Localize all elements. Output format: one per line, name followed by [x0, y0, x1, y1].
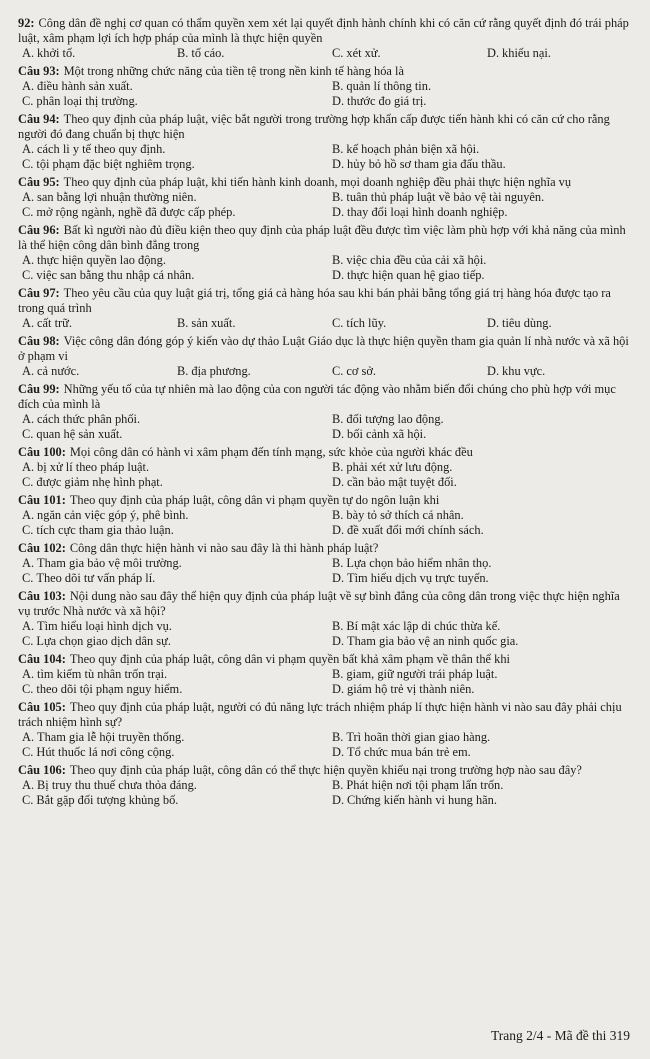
answer-option	[332, 79, 634, 94]
option-text: thay đổi loại hình doanh nghiệp.	[347, 205, 508, 219]
answer-option	[332, 475, 634, 490]
answer-option	[332, 508, 634, 523]
option-letter: D.	[332, 571, 345, 585]
option-letter: A.	[22, 778, 35, 792]
option-text: cả nước.	[37, 364, 80, 378]
option-letter: A.	[22, 253, 35, 267]
question-text: Việc công dân đóng góp ý kiến vào dự thảo Luật Giáo dục là thực hiện quyền tham gia quản lí nhà nước và xã hội ở phạm vi	[18, 334, 629, 363]
question-number: Câu 102:	[18, 541, 66, 555]
answer-option	[332, 745, 634, 760]
option-letter: C.	[22, 745, 34, 759]
option-letter: B.	[177, 364, 189, 378]
question-text: Những yếu tố của tự nhiên mà lao động của con người tác động vào nhằm biến đổi chúng cho phù hợp với mục đích của mình là	[18, 382, 616, 411]
answer-options	[18, 79, 634, 109]
option-text: cất trữ.	[37, 316, 72, 330]
answer-option	[22, 730, 324, 745]
option-letter: D.	[332, 793, 345, 807]
option-text: cách li y tế theo quy định.	[37, 142, 166, 156]
option-text: quản lí thông tin.	[346, 79, 432, 93]
option-text: thước đo giá trị.	[347, 94, 427, 108]
question-item	[18, 175, 634, 220]
question-item	[18, 64, 634, 109]
option-text: phân loại thị trường.	[36, 94, 138, 108]
option-letter: B.	[332, 619, 344, 633]
option-text: thực hiện quan hệ giao tiếp.	[347, 268, 485, 282]
question-stem	[18, 652, 634, 667]
answer-option	[332, 571, 634, 586]
question-text: Theo quy định của pháp luật, người có đủ năng lực trách nhiệm pháp lí thực hiện hành vi nào sau đây phải chịu trách nhiệm hình sự?	[18, 700, 622, 729]
question-item	[18, 700, 634, 760]
question-text: Theo quy định của pháp luật, việc bắt người trong trường hợp khẩn cấp được tiến hành khi có căn cứ cho rằng người đó đang chuẩn bị thực hiện	[18, 112, 610, 141]
option-text: mở rộng ngành, nghề đã được cấp phép.	[36, 205, 236, 219]
question-text: Theo quy định của pháp luật, công dân vi phạm quyền bất khả xâm phạm về thân thể khi	[69, 652, 510, 666]
option-letter: B.	[332, 778, 344, 792]
option-text: giam, giữ người trái pháp luật.	[346, 667, 498, 681]
question-number: Câu 97:	[18, 286, 60, 300]
option-text: Chứng kiến hành vi hung hãn.	[347, 793, 497, 807]
option-text: việc san bằng thu nhập cá nhân.	[36, 268, 195, 282]
answer-option	[22, 268, 324, 283]
answer-option	[332, 46, 479, 61]
option-text: khởi tố.	[37, 46, 76, 60]
question-item	[18, 286, 634, 331]
option-text: bối cảnh xã hội.	[347, 427, 427, 441]
question-text: Nội dung nào sau đây thể hiện quy định của pháp luật về sự bình đẳng của công dân trong việc thực hiện nghĩa vụ trước Nhà nước và xã hội?	[18, 589, 620, 618]
question-stem	[18, 223, 634, 253]
option-letter: B.	[332, 253, 344, 267]
option-text: ngăn cản việc góp ý, phê bình.	[37, 508, 189, 522]
answer-option	[332, 634, 634, 649]
option-letter: B.	[332, 556, 344, 570]
option-text: quan hệ sản xuất.	[36, 427, 123, 441]
answer-option	[22, 412, 324, 427]
option-text: Tổ chức mua bán trẻ em.	[347, 745, 471, 759]
option-text: tích cực tham gia thảo luận.	[36, 523, 174, 537]
question-stem	[18, 16, 634, 46]
question-text: Một trong những chức năng của tiền tệ trong nền kinh tế hàng hóa là	[63, 64, 404, 78]
answer-option	[332, 142, 634, 157]
question-stem	[18, 445, 634, 460]
option-text: bày tỏ sở thích cá nhân.	[346, 508, 464, 522]
option-letter: B.	[332, 142, 344, 156]
answer-option	[22, 634, 324, 649]
answer-option	[332, 190, 634, 205]
answer-options	[18, 619, 634, 649]
answer-options	[18, 730, 634, 760]
option-letter: C.	[332, 316, 344, 330]
option-letter: D.	[332, 157, 345, 171]
answer-option	[22, 667, 324, 682]
option-letter: B.	[332, 508, 344, 522]
answer-option	[22, 508, 324, 523]
option-letter: D.	[332, 268, 345, 282]
answer-option	[22, 94, 324, 109]
option-letter: D.	[487, 316, 500, 330]
option-text: Bí mật xác lập di chúc thừa kế.	[346, 619, 501, 633]
answer-option	[332, 94, 634, 109]
answer-option	[332, 412, 634, 427]
answer-option	[22, 316, 169, 331]
option-letter: B.	[332, 667, 344, 681]
option-letter: A.	[22, 79, 35, 93]
option-letter: C.	[22, 682, 34, 696]
option-letter: B.	[332, 79, 344, 93]
answer-option	[22, 556, 324, 571]
option-text: đối tượng lao động.	[346, 412, 444, 426]
answer-option	[487, 364, 634, 379]
question-number: Câu 105:	[18, 700, 66, 714]
answer-options	[18, 46, 634, 61]
option-letter: D.	[332, 205, 345, 219]
option-letter: B.	[332, 412, 344, 426]
answer-option	[22, 778, 324, 793]
answer-options	[18, 190, 634, 220]
option-text: khiếu nại.	[502, 46, 551, 60]
option-letter: B.	[177, 316, 189, 330]
option-text: Trì hoãn thời gian giao hàng.	[346, 730, 491, 744]
answer-option	[332, 556, 634, 571]
question-number: Câu 100:	[18, 445, 66, 459]
question-number: Câu 104:	[18, 652, 66, 666]
option-text: địa phương.	[191, 364, 251, 378]
option-text: sản xuất.	[191, 316, 236, 330]
option-letter: A.	[22, 316, 35, 330]
question-stem	[18, 175, 634, 190]
option-text: bị xử lí theo pháp luật.	[37, 460, 150, 474]
answer-option	[332, 682, 634, 697]
question-list	[18, 16, 634, 808]
option-text: Tham gia lễ hội truyền thống.	[37, 730, 185, 744]
question-text: Theo yêu cầu của quy luật giá trị, tổng giá cả hàng hóa sau khi bán phải bằng tổng giá trị hàng hóa được tạo ra trong quá trình	[18, 286, 611, 315]
option-text: khu vực.	[502, 364, 546, 378]
answer-option	[22, 79, 324, 94]
option-letter: D.	[332, 94, 345, 108]
option-text: xét xử.	[346, 46, 381, 60]
option-letter: A.	[22, 556, 35, 570]
answer-option	[22, 571, 324, 586]
option-letter: C.	[22, 793, 34, 807]
answer-option	[332, 793, 634, 808]
option-letter: B.	[177, 46, 189, 60]
question-number: Câu 95:	[18, 175, 60, 189]
option-letter: C.	[22, 94, 34, 108]
option-text: được giảm nhẹ hình phạt.	[36, 475, 163, 489]
question-item	[18, 445, 634, 490]
answer-options	[18, 556, 634, 586]
answer-option	[22, 619, 324, 634]
answer-option	[332, 157, 634, 172]
question-number: Câu 99:	[18, 382, 60, 396]
answer-option	[22, 460, 324, 475]
question-text: Theo quy định của pháp luật, công dân vi phạm quyền tự do ngôn luận khi	[69, 493, 440, 507]
option-letter: A.	[22, 412, 35, 426]
answer-option	[22, 46, 169, 61]
question-stem	[18, 589, 634, 619]
option-text: theo dõi tội phạm nguy hiểm.	[36, 682, 183, 696]
option-letter: C.	[22, 475, 34, 489]
option-text: san bằng lợi nhuận thường niên.	[37, 190, 197, 204]
answer-option	[22, 157, 324, 172]
question-item	[18, 112, 634, 172]
option-letter: D.	[332, 745, 345, 759]
question-text: Theo quy định của pháp luật, khi tiến hành kinh doanh, mọi doanh nghiệp đều phải thực hiện nghĩa vụ	[63, 175, 572, 189]
option-letter: D.	[332, 682, 345, 696]
option-text: tội phạm đặc biệt nghiêm trọng.	[36, 157, 195, 171]
answer-options	[18, 364, 634, 379]
question-item	[18, 493, 634, 538]
option-letter: C.	[22, 427, 34, 441]
question-item	[18, 334, 634, 379]
option-letter: A.	[22, 46, 35, 60]
option-letter: A.	[22, 730, 35, 744]
question-item	[18, 541, 634, 586]
option-letter: B.	[332, 730, 344, 744]
answer-option	[22, 205, 324, 220]
question-number: 92:	[18, 16, 35, 30]
question-stem	[18, 334, 634, 364]
question-stem	[18, 763, 634, 778]
option-text: phải xét xử lưu động.	[346, 460, 453, 474]
answer-option	[487, 316, 634, 331]
option-text: giám hộ trẻ vị thành niên.	[347, 682, 475, 696]
answer-option	[332, 778, 634, 793]
page-footer: Trang 2/4 - Mã đề thi 319	[491, 1028, 630, 1043]
question-stem	[18, 541, 634, 556]
option-text: tuân thủ pháp luật về bảo vệ tài nguyên.	[346, 190, 545, 204]
question-item	[18, 382, 634, 442]
option-letter: D.	[332, 634, 345, 648]
question-number: Câu 93:	[18, 64, 60, 78]
option-text: Phát hiện nơi tội phạm lẩn trốn.	[346, 778, 504, 792]
option-letter: C.	[332, 364, 344, 378]
option-text: cần bảo mật tuyệt đối.	[347, 475, 457, 489]
answer-option	[22, 142, 324, 157]
option-text: Lựa chọn bảo hiểm nhân thọ.	[346, 556, 492, 570]
option-letter: A.	[22, 190, 35, 204]
answer-option	[332, 523, 634, 538]
question-item	[18, 652, 634, 697]
option-letter: D.	[332, 427, 345, 441]
option-text: tích lũy.	[346, 316, 387, 330]
answer-option	[22, 793, 324, 808]
answer-options	[18, 253, 634, 283]
answer-option	[332, 460, 634, 475]
answer-option	[487, 46, 634, 61]
option-text: Tham gia bảo vệ an ninh quốc gia.	[347, 634, 519, 648]
option-text: đề xuất đổi mới chính sách.	[347, 523, 484, 537]
question-number: Câu 96:	[18, 223, 60, 237]
question-number: Câu 106:	[18, 763, 66, 777]
question-text: Công dân thực hiện hành vi nào sau đây là thi hành pháp luật?	[69, 541, 379, 555]
option-text: việc chia đều của cải xã hội.	[346, 253, 487, 267]
option-text: Tìm hiểu dịch vụ trực tuyến.	[347, 571, 489, 585]
answer-option	[22, 427, 324, 442]
option-text: kế hoạch phản biện xã hội.	[346, 142, 480, 156]
question-stem	[18, 112, 634, 142]
answer-options	[18, 412, 634, 442]
option-letter: C.	[22, 205, 34, 219]
answer-option	[332, 253, 634, 268]
question-item	[18, 16, 634, 61]
answer-option	[332, 619, 634, 634]
option-letter: A.	[22, 619, 35, 633]
option-letter: C.	[332, 46, 344, 60]
answer-option	[332, 730, 634, 745]
answer-option	[332, 667, 634, 682]
question-text: Công dân đề nghị cơ quan có thẩm quyền xem xét lại quyết định hành chính khi có căn cứ rằng quyết định đó trái pháp luật, xâm phạm lợi ích hợp pháp của mình là thực hiện quyền	[18, 16, 629, 45]
answer-option	[332, 205, 634, 220]
answer-option	[332, 268, 634, 283]
option-text: Tham gia bảo vệ môi trường.	[37, 556, 182, 570]
option-letter: A.	[22, 460, 35, 474]
option-letter: A.	[22, 667, 35, 681]
option-text: điều hành sản xuất.	[37, 79, 133, 93]
answer-option	[22, 253, 324, 268]
option-text: Theo dõi tư vấn pháp lí.	[36, 571, 156, 585]
option-letter: A.	[22, 142, 35, 156]
question-stem	[18, 64, 634, 79]
answer-options	[18, 460, 634, 490]
question-item	[18, 589, 634, 649]
option-letter: D.	[487, 46, 500, 60]
answer-option	[22, 475, 324, 490]
question-text: Theo quy định của pháp luật, công dân có thể thực hiện quyền khiếu nại trong trường hợp nào sau đây?	[69, 763, 582, 777]
question-number: Câu 98:	[18, 334, 60, 348]
option-letter: A.	[22, 364, 35, 378]
answer-options	[18, 316, 634, 331]
answer-options	[18, 667, 634, 697]
option-text: tiêu dùng.	[502, 316, 552, 330]
question-text: Bất kì người nào đủ điều kiện theo quy định của pháp luật đều được tìm việc làm phù hợp với khả năng của mình là thể hiện công dân bình đẳng trong	[18, 223, 626, 252]
option-letter: C.	[22, 571, 34, 585]
option-text: Tìm hiểu loại hình dịch vụ.	[37, 619, 172, 633]
answer-option	[177, 364, 324, 379]
question-item	[18, 223, 634, 283]
option-text: tìm kiếm tù nhân trốn trại.	[37, 667, 168, 681]
answer-option	[332, 427, 634, 442]
answer-option	[22, 523, 324, 538]
answer-options	[18, 142, 634, 172]
option-letter: B.	[332, 190, 344, 204]
answer-option	[177, 316, 324, 331]
answer-option	[332, 364, 479, 379]
option-text: tố cáo.	[191, 46, 225, 60]
question-stem	[18, 493, 634, 508]
answer-option	[22, 745, 324, 760]
question-number: Câu 103:	[18, 589, 66, 603]
question-number: Câu 94:	[18, 112, 60, 126]
option-text: cơ sở.	[346, 364, 376, 378]
question-stem	[18, 382, 634, 412]
answer-option	[22, 364, 169, 379]
answer-option	[22, 682, 324, 697]
option-text: thực hiện quyền lao động.	[37, 253, 166, 267]
question-text: Mọi công dân có hành vi xâm phạm đến tính mạng, sức khỏe của người khác đều	[69, 445, 473, 459]
question-stem	[18, 286, 634, 316]
answer-option	[332, 316, 479, 331]
option-letter: D.	[332, 475, 345, 489]
option-letter: D.	[332, 523, 345, 537]
option-letter: A.	[22, 508, 35, 522]
option-letter: C.	[22, 523, 34, 537]
answer-options	[18, 778, 634, 808]
answer-options	[18, 508, 634, 538]
question-stem	[18, 700, 634, 730]
option-text: Lựa chọn giao dịch dân sự.	[36, 634, 171, 648]
option-letter: C.	[22, 634, 34, 648]
option-text: Bị truy thu thuế chưa thỏa đáng.	[37, 778, 197, 792]
option-text: hủy bỏ hồ sơ tham gia đấu thầu.	[347, 157, 506, 171]
option-text: Hút thuốc lá nơi công cộng.	[36, 745, 175, 759]
option-letter: C.	[22, 268, 34, 282]
answer-option	[177, 46, 324, 61]
question-item	[18, 763, 634, 808]
option-text: Bắt gặp đối tượng khủng bố.	[36, 793, 179, 807]
option-letter: D.	[487, 364, 500, 378]
question-number: Câu 101:	[18, 493, 66, 507]
answer-option	[22, 190, 324, 205]
option-letter: C.	[22, 157, 34, 171]
option-text: cách thức phân phối.	[37, 412, 141, 426]
option-letter: B.	[332, 460, 344, 474]
